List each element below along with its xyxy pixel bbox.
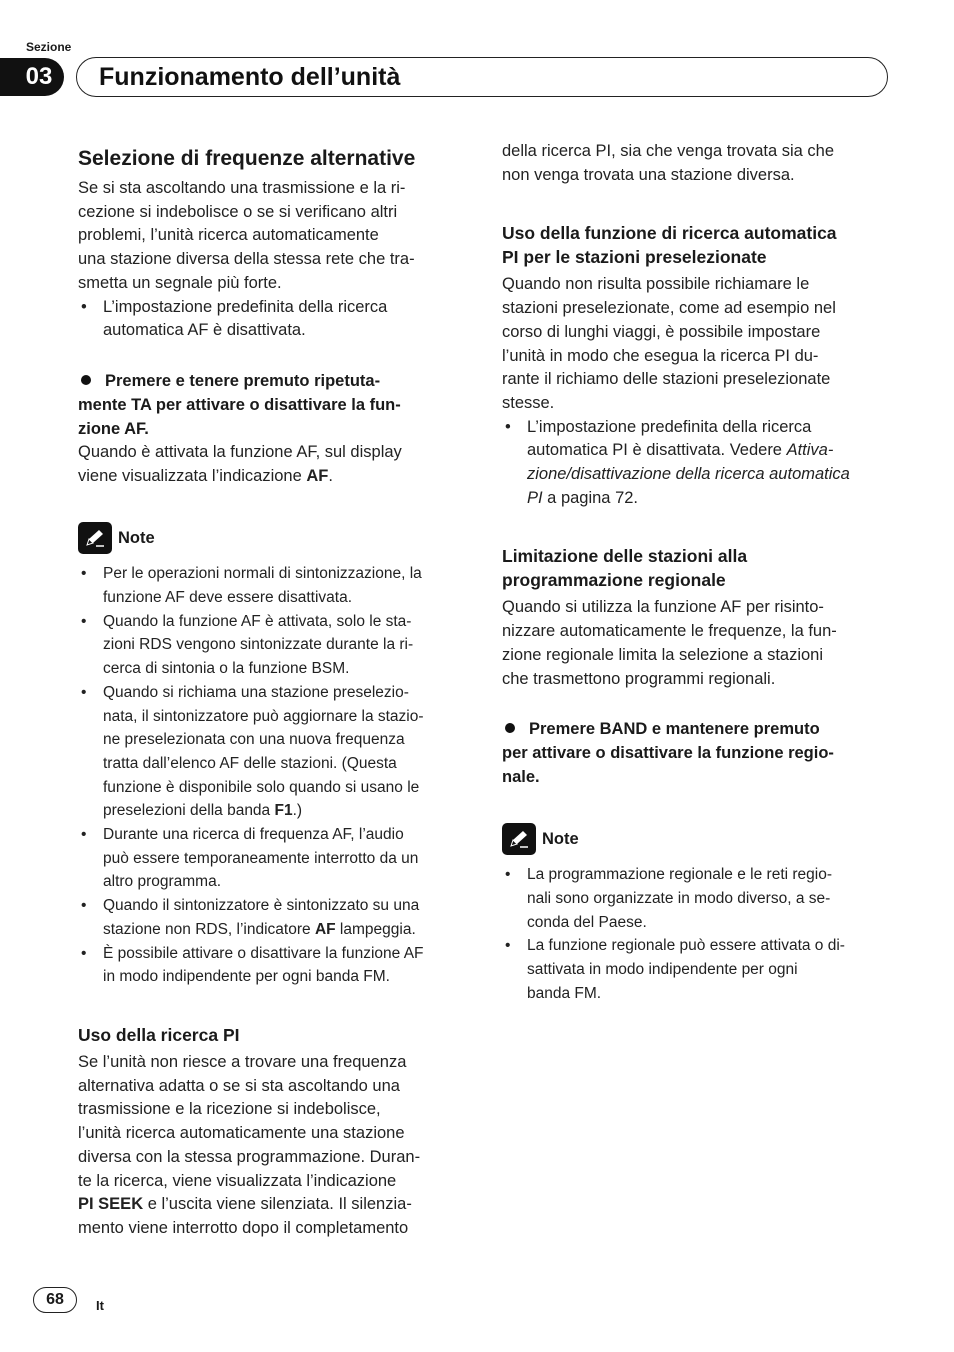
text-line: alternativa adatta o se si sta ascoltando una	[78, 1076, 400, 1095]
text-line: della ricerca PI, sia che venga trovata sia che	[502, 142, 835, 160]
af-indicator: AF	[314, 920, 336, 938]
text-line: Quando il sintonizzatore è sintonizzato su una	[103, 897, 420, 915]
text-line: può essere temporaneamente interrotto da un	[103, 849, 419, 867]
text-line: nizzare automaticamente le frequenze, la fun-	[502, 622, 837, 641]
text-line: stesse.	[502, 393, 555, 412]
text-line: per attivare o disattivare la funzione regio-	[502, 744, 834, 763]
cross-reference: zione/disattivazione della ricerca automatica	[527, 465, 850, 484]
text-line: ne preselezionata con una nuova frequenza	[103, 731, 405, 749]
instruction-af	[78, 369, 464, 441]
alt-bullets	[78, 296, 464, 343]
text-line: Quando la funzione AF è attivata, solo le sta-	[103, 612, 412, 630]
auto-pi-paragraph	[502, 273, 888, 415]
text-line: Quando si utilizza la funzione AF per risinto-	[502, 598, 824, 617]
text-line: .	[328, 466, 333, 485]
text-line: nali sono organizzate in modo diverso, a se-	[527, 889, 831, 907]
text-line: L’impostazione predefinita della ricerca	[527, 417, 812, 436]
heading-regional	[502, 544, 888, 592]
text-line: Quando è attivata la funzione AF, sul display	[78, 442, 402, 461]
note-item: • La funzione regionale può essere attivata o di- sattivata in modo indipendente per ogni banda FM.	[505, 937, 845, 1002]
instruction-band	[502, 717, 888, 789]
text-line: L’impostazione predefinita della ricerca	[103, 297, 388, 316]
text-line: Uso della funzione di ricerca automatica	[502, 223, 837, 244]
text-line: Se l’unità non riesce a trovare una frequenza	[78, 1052, 407, 1071]
page-number: 68	[33, 1287, 77, 1313]
text-line: Durante una ricerca di frequenza AF, l’audio	[103, 826, 404, 844]
text-line: diversa con la stessa programmazione. Duran-	[78, 1147, 421, 1166]
note-item: • La programmazione regionale e le reti regio- nali sono organizzate in modo diverso, a se- conda del Paese.	[505, 866, 832, 931]
text-line: stazioni preselezionate, come ad esempio nel	[502, 299, 836, 318]
bullet-dot-icon	[505, 723, 515, 733]
note-list	[502, 863, 888, 1005]
text-line: l’unità in modo che esegua la ricerca PI du-	[502, 346, 819, 365]
section-title: Funzionamento dell’unità	[99, 62, 401, 91]
text-line: mente TA per attivare o disattivare la fun-	[78, 395, 401, 414]
language-code: It	[96, 1298, 104, 1313]
text-line: conda del Paese.	[527, 913, 647, 931]
pi-seek-indicator: PI SEEK	[78, 1195, 144, 1214]
text-line: PI per le stazioni preselezionate	[502, 247, 767, 268]
note-header	[78, 522, 464, 554]
text-line: tratta dall’elenco AF delle stazioni. (Questa	[103, 754, 397, 772]
heading-alt-frequencies: Selezione di frequenze alternative	[78, 147, 416, 170]
note-label: Note	[118, 528, 155, 547]
bullet-dot-icon	[81, 375, 91, 385]
note-label: Note	[542, 829, 579, 848]
text-line: in modo indipendente per ogni banda FM.	[103, 968, 390, 986]
text-line: Se si sta ascoltando una trasmissione e la ri-	[78, 179, 406, 197]
text-line: funzione AF deve essere disattivata.	[103, 589, 353, 607]
text-line: Premere e tenere premuto ripetuta-	[105, 371, 381, 390]
note-list	[78, 562, 464, 989]
sezione-label: Sezione	[26, 40, 72, 54]
text-line: zione AF.	[78, 419, 149, 438]
text-line: trasmissione e la ricezione si indebolisce,	[78, 1100, 381, 1119]
text-line: Per le operazioni normali di sintonizzazione, la	[103, 565, 422, 583]
pi-search-paragraph	[78, 1051, 464, 1241]
text-line: Premere BAND e mantenere premuto	[529, 720, 820, 739]
text-line: stazione non RDS, l’indicatore	[103, 920, 315, 938]
text-line: zioni RDS vengono sintonizzate durante la ri-	[103, 636, 414, 654]
text-line: Limitazione delle stazioni alla	[502, 546, 748, 567]
left-column	[78, 140, 464, 1241]
cross-reference: PI	[527, 488, 543, 507]
text-line: .)	[292, 802, 303, 820]
regional-paragraph	[502, 596, 888, 691]
text-line: lampeggia.	[335, 920, 416, 938]
note-item: • Quando il sintonizzatore è sintonizzato su una stazione non RDS, l’indicatore AF lampeggia.	[81, 897, 420, 938]
pencil-note-icon	[502, 823, 536, 855]
text-line: nale.	[502, 768, 540, 787]
text-line: automatica PI è disattivata. Vedere	[527, 441, 787, 460]
text-line: La programmazione regionale e le reti regio-	[527, 866, 832, 884]
note-item: • Quando si richiama una stazione preselezio- nata, il sintonizzatore può aggiornare la stazio- ne preselezionata con una nuova frequenza tratta dall’elenco AF delle stazioni. (Questa funzione è disponibile solo quando si usano le preselezioni della banda F1.)	[81, 683, 424, 820]
list-item: • L’impostazione predefinita della ricerca automatica PI è disattivata. Vedere Attiva- zione/disattivazione della ricerca automatica PI a pagina 72.	[505, 417, 850, 507]
note-header	[502, 823, 888, 855]
af-indicator: AF	[306, 466, 329, 485]
text-line: preselezioni della banda	[103, 802, 275, 820]
text-line: funzione è disponibile solo quando si usano le	[103, 778, 420, 796]
list-item: • L’impostazione predefinita della ricerca automatica AF è disattivata.	[81, 297, 388, 340]
text-line: viene visualizzata l’indicazione	[78, 466, 307, 485]
heading-auto-pi	[502, 221, 888, 269]
note-item: • Durante una ricerca di frequenza AF, l’audio può essere temporaneamente interrotto da un altro programma.	[81, 826, 419, 891]
text-line: zione regionale limita la selezione a stazioni	[502, 645, 824, 664]
text-line: altro programma.	[103, 873, 222, 891]
auto-pi-bullets	[502, 416, 888, 511]
text-line: a pagina 72.	[542, 488, 639, 507]
text-line: che trasmettono programmi regionali.	[502, 669, 776, 688]
section-number-badge: 03	[0, 58, 64, 96]
text-line: Quando si richiama una stazione preselezio-	[103, 683, 409, 701]
text-line: cezione si indebolisce o se si verificano altri	[78, 202, 398, 221]
text-line: mento viene interrotto dopo il completamento	[78, 1218, 409, 1237]
alt-frequencies-paragraph	[78, 177, 464, 296]
text-line: automatica AF è disattivata.	[103, 321, 306, 340]
right-column	[502, 140, 888, 1005]
pi-continued-paragraph	[502, 140, 888, 187]
text-line: corso di lunghi viaggi, è possibile impostare	[502, 322, 821, 341]
band-f1: F1	[274, 802, 293, 820]
text-line: una stazione diversa della stessa rete che tra-	[78, 250, 415, 269]
text-line: non venga trovata una stazione diversa.	[502, 165, 795, 184]
text-line: programmazione regionale	[502, 570, 726, 591]
note-item: • È possibile attivare o disattivare la funzione AF in modo indipendente per ogni banda FM.	[81, 944, 424, 986]
af-display-paragraph	[78, 441, 464, 488]
text-line: Quando non risulta possibile richiamare le	[502, 275, 810, 294]
text-line: La funzione regionale può essere attivata o di-	[527, 937, 845, 955]
text-line: l’unità ricerca automaticamente una stazione	[78, 1124, 405, 1143]
text-line: te la ricerca, viene visualizzata l’indicazione	[78, 1171, 397, 1190]
text-line: nata, il sintonizzatore può aggiornare la stazio-	[103, 707, 424, 725]
cross-reference: Attiva-	[786, 441, 834, 460]
note-item: • Quando la funzione AF è attivata, solo le sta- zioni RDS vengono sintonizzate durante la ri- cerca di sintonia o la funzione BSM.	[81, 612, 414, 678]
text-line: smetta un segnale più forte.	[78, 273, 282, 292]
section-header	[76, 57, 888, 97]
text-line: sattivata in modo indipendente per ogni	[527, 961, 798, 979]
text-line: È possibile attivare o disattivare la funzione AF	[103, 944, 424, 962]
heading-pi-search: Uso della ricerca PI	[78, 1024, 240, 1045]
pencil-note-icon	[78, 522, 112, 554]
text-line: cerca di sintonia o la funzione BSM.	[103, 660, 350, 678]
text-line: e l’uscita viene silenziata. Il silenzia-	[143, 1195, 412, 1214]
text-line: rante il richiamo delle stazioni preselezionate	[502, 370, 831, 389]
text-line: problemi, l’unità ricerca automaticamente	[78, 226, 379, 245]
text-line: banda FM.	[527, 984, 602, 1002]
note-item: • Per le operazioni normali di sintonizzazione, la funzione AF deve essere disattivata.	[81, 565, 422, 607]
